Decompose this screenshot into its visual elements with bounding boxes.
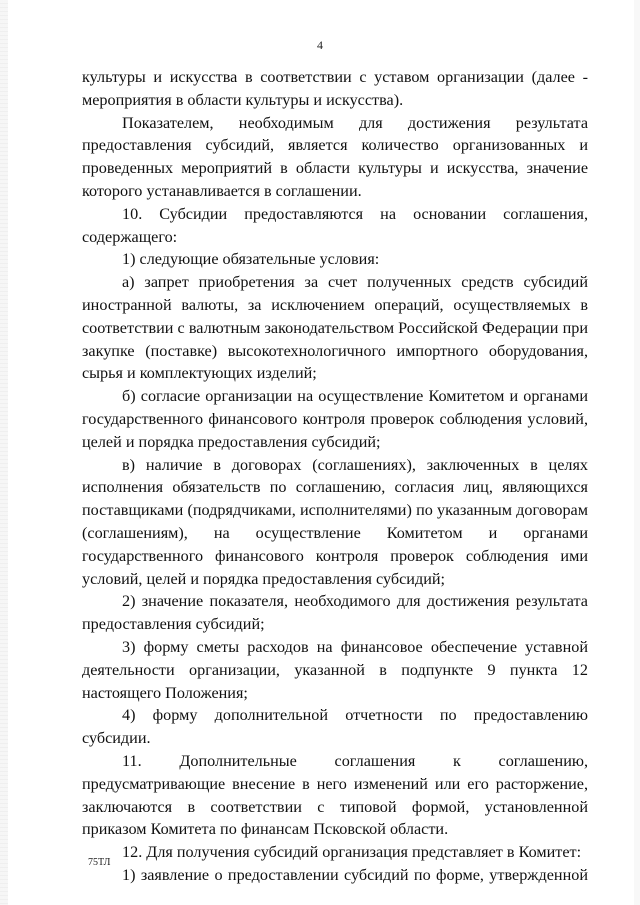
paragraph-item-11: 11. Дополнительные соглашения к соглашению, предусматривающие внесение в него изменений или его расторжение, заключаются в соответствии с типовой формой, установленной приказом Комитета по финансам Псковской области.	[82, 751, 588, 839]
paragraph-condition-v: в) наличие в договорах (соглашениях), заключенных в целях исполнения обязательств по соглашению, согласия лиц, являющихся поставщиками (подрядчиками, исполнителями) по указанным договорам (соглашениям), на осуществление Комитетом и органами государственного финансового контроля проверок соблюдения ими условий, целей и порядка предоставления субсидий;	[82, 455, 588, 588]
footer-code: 75ТЛ	[88, 857, 111, 868]
paragraph-continuation: культуры и искусства в соответствии с уставом организации (далее - мероприятия в области культуры и искусства).	[82, 68, 588, 109]
paragraph-item-12: 12. Для получения субсидий организация представляет в Комитет:	[122, 843, 582, 862]
paragraph-indicator: Показателем, необходимым для достижения результата предоставления субсидий, является количество организованных и проведенных мероприятий в области культуры и искусства, значение которого устанавливается в соглашении.	[82, 113, 588, 200]
scan-left-edge	[0, 0, 8, 905]
scan-right-edge	[634, 0, 640, 905]
paragraph-item-3: 3) форму сметы расходов на финансовое обеспечение уставной деятельности организации, указанной в подпункте 9 пункта 12 настоящего Положения;	[82, 637, 588, 702]
document-body	[82, 66, 588, 887]
paragraph-item-10: 10. Субсидии предоставляются на основании соглашения, содержащего:	[82, 204, 588, 246]
paragraph-condition-a: а) запрет приобретения за счет полученных средств субсидий иностранной валюты, за исключением операций, осуществляемых в соответствии с валютным законодательством Российской Федерации при закупке (поставке) высокотехнологичного импортного оборудования, сырья и комплектующих изделий;	[82, 273, 588, 383]
paragraph-condition-b: б) согласие организации на осуществление Комитетом и органами государственного финансового контроля проверок соблюдения условий, целей и порядка предоставления субсидий;	[82, 387, 588, 451]
paragraph-item-4: 4) форму дополнительной отчетности по предоставлению субсидии.	[82, 706, 588, 748]
paragraph-item-2: 2) значение показателя, необходимого для достижения результата предоставления субсидий;	[82, 592, 588, 634]
page-number: 4	[317, 38, 323, 52]
paragraph-item-12-1: 1) заявление о предоставлении субсидий по форме, утвержденной	[122, 865, 588, 884]
paragraph-conditions-heading: 1) следующие обязательные условия:	[122, 250, 380, 269]
